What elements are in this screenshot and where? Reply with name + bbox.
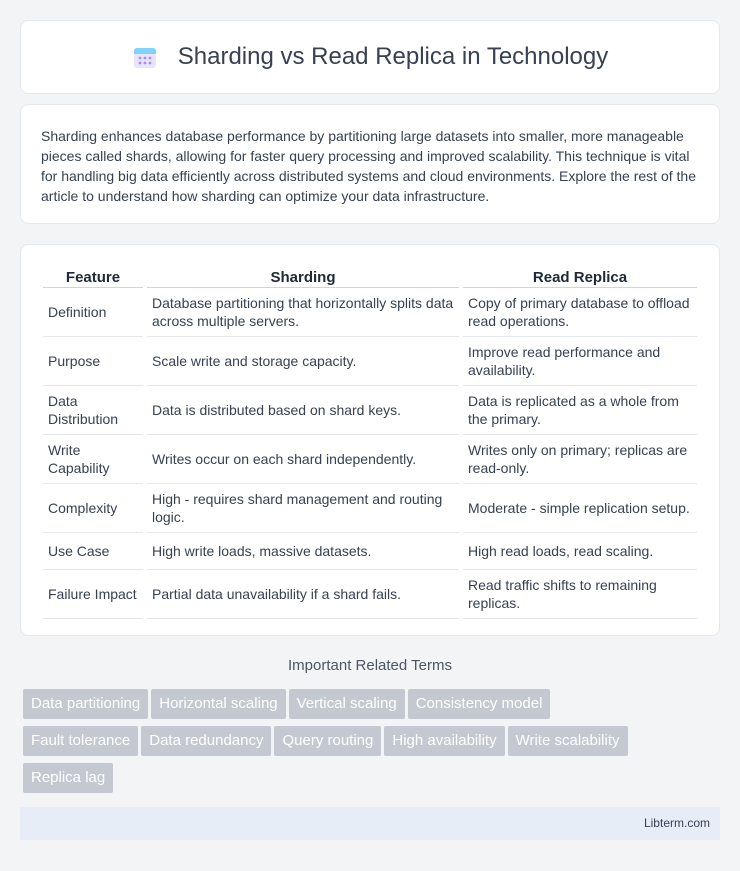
related-term-tag[interactable]: Query routing — [274, 726, 381, 756]
footer-site-link[interactable]: Libterm.com — [643, 816, 710, 830]
table-cell-sharding: Database partitioning that horizontally splits data across multiple servers. — [147, 288, 459, 337]
table-cell-feature: Failure Impact — [43, 570, 143, 619]
intro-card — [20, 104, 720, 224]
table-header-feature: Feature — [43, 266, 143, 288]
related-term-tag[interactable]: Horizontal scaling — [151, 689, 285, 719]
related-term-tag[interactable]: Consistency model — [408, 689, 551, 719]
table-cell-feature: Purpose — [43, 337, 143, 386]
related-term-tag[interactable]: High availability — [384, 726, 504, 756]
table-header-sharding: Sharding — [147, 266, 459, 288]
table-cell-read-replica: Read traffic shifts to remaining replicas. — [463, 570, 697, 619]
table-cell-read-replica: Improve read performance and availability. — [463, 337, 697, 386]
table-cell-read-replica: Data is replicated as a whole from the primary. — [463, 386, 697, 435]
table-header-read-replica: Read Replica — [463, 266, 697, 288]
table-row — [43, 570, 697, 619]
related-terms-title: Important Related Terms — [288, 657, 452, 674]
related-term-tag[interactable]: Data redundancy — [141, 726, 271, 756]
table-cell-read-replica: High read loads, read scaling. — [463, 533, 697, 570]
table-cell-sharding: Writes occur on each shard independently. — [147, 435, 459, 484]
header-card — [20, 20, 720, 94]
table-row — [43, 533, 697, 570]
table-cell-sharding: High write loads, massive datasets. — [147, 533, 459, 570]
related-term-tag[interactable]: Data partitioning — [23, 689, 148, 719]
table-row — [43, 337, 697, 386]
related-term-tag[interactable]: Replica lag — [23, 763, 113, 793]
table-cell-feature: Write Capability — [43, 435, 143, 484]
related-term-tag[interactable]: Vertical scaling — [289, 689, 405, 719]
related-term-tag[interactable]: Write scalability — [508, 726, 628, 756]
table-header-row — [43, 266, 697, 288]
table-cell-sharding: Data is distributed based on shard keys. — [147, 386, 459, 435]
table-cell-read-replica: Copy of primary database to offload read operations. — [463, 288, 697, 337]
table-cell-sharding: Scale write and storage capacity. — [147, 337, 459, 386]
intro-text: Sharding enhances database performance by partitioning large datasets into smaller, more manageable pieces called shards, allowing for faster query processing and improved scalability. This technique is vital for handling big data efficiently across distributed systems and cloud environments. Explore the rest of the article to understand how sharding can optimize your data infrastructure. — [41, 128, 696, 204]
table-cell-feature: Complexity — [43, 484, 143, 533]
table-cell-sharding: Partial data unavailability if a shard fails. — [147, 570, 459, 619]
table-cell-feature: Data Distribution — [43, 386, 143, 435]
table-row — [43, 484, 697, 533]
table-cell-feature: Use Case — [43, 533, 143, 570]
table-cell-read-replica: Writes only on primary; replicas are read-only. — [463, 435, 697, 484]
calendar-icon — [132, 44, 158, 70]
related-term-tag[interactable]: Fault tolerance — [23, 726, 138, 756]
table-row — [43, 288, 697, 337]
table-row — [43, 435, 697, 484]
table-cell-sharding: High - requires shard management and routing logic. — [147, 484, 459, 533]
comparison-table — [39, 266, 701, 619]
table-row — [43, 386, 697, 435]
comparison-table-card — [20, 244, 720, 636]
table-cell-read-replica: Moderate - simple replication setup. — [463, 484, 697, 533]
related-terms-list — [23, 689, 713, 800]
footer — [20, 807, 720, 840]
table-cell-feature: Definition — [43, 288, 143, 337]
page-title: Sharding vs Read Replica in Technology — [177, 43, 609, 70]
